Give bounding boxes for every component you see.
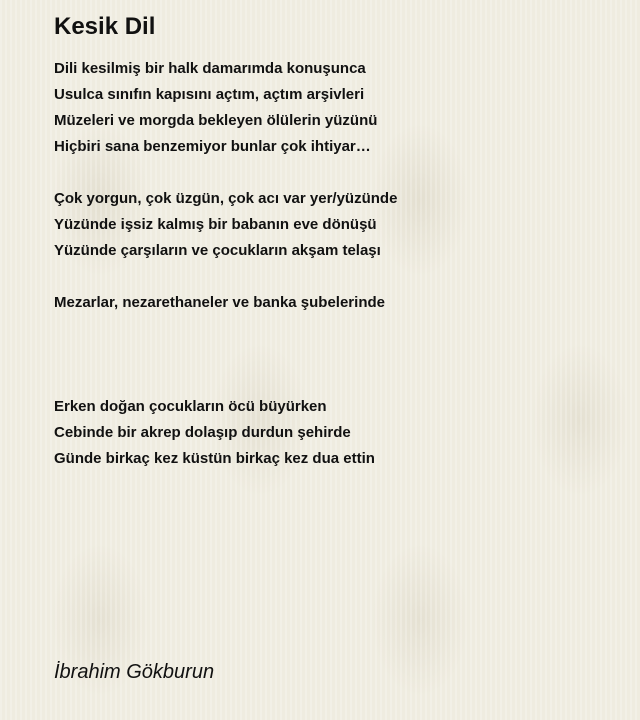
stanza-spacer [54,264,614,290]
poem-line: Hiçbiri sana benzemiyor bunlar çok ihtiyar… [54,138,371,155]
poem-line: Erken doğan çocukların öcü büyürken [54,398,327,415]
poem-line: Yüzünde çarşıların ve çocukların akşam telaşı [54,242,381,259]
stanza-1 [54,56,614,160]
poem-page [54,12,614,472]
poem-title: Kesik Dil [54,13,156,40]
poem-line: Cebinde bir akrep dolaşıp durdun şehirde [54,424,351,441]
poem-line: Çok yorgun, çok üzgün, çok acı var yer/yüzünde [54,190,398,207]
poem-line: Günde birkaç kez küstün birkaç kez dua ettin [54,450,375,467]
stanza-spacer [54,160,614,186]
stanza-spacer [54,316,614,394]
poem-author: İbrahim Gökburun [54,661,215,683]
poem-line: Yüzünde işsiz kalmış bir babanın eve dönüşü [54,216,377,233]
stanza-4 [54,394,614,472]
poem-line: Dili kesilmiş bir halk damarımda konuşunca [54,60,366,77]
poem-line: Müzeleri ve morgda bekleyen ölülerin yüzünü [54,112,378,129]
poem-line: Usulca sınıfın kapısını açtım, açtım arşivleri [54,86,365,103]
stanza-2 [54,186,614,264]
stanza-3 [54,290,614,316]
poem-line: Mezarlar, nezarethaneler ve banka şubelerinde [54,294,385,311]
poem-body [54,56,614,472]
